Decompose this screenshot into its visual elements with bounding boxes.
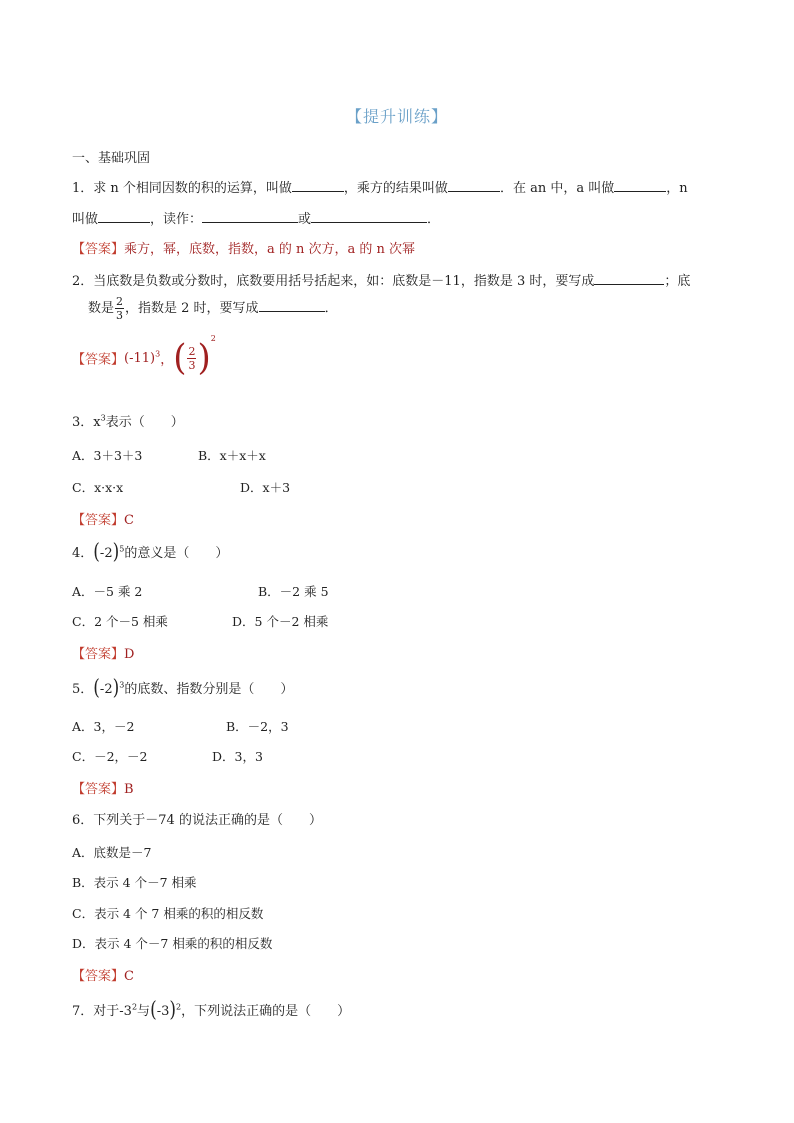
question-2-line-2: 数是 $\frac{2}{3}$ ，指数是 2 时，要写成 ． xyxy=(88,295,338,322)
question-1-line-1: 1．求 n 个相同因数的积的运算，叫做 ，乘方的结果叫做 ．在 an 中，a 叫做 ，n xyxy=(72,181,688,196)
question-5-option-d: D．3，3 xyxy=(212,749,263,764)
question-5-option-c: C．－2，－2 xyxy=(72,749,148,764)
fraction-two-thirds: $\frac{2}{3}$ xyxy=(116,295,124,322)
question-4-option-d: D．5 个－2 相乘 xyxy=(232,614,329,629)
answer-2: 【答案】$(-11)^3$，( $\frac{2}{3}$ )$^2$ xyxy=(72,334,216,379)
question-3-option-a: A．3＋3＋3 xyxy=(72,448,143,463)
question-6-option-d: D．表示 4 个－7 相乘的积的相反数 xyxy=(72,936,273,951)
page-title: 【提升训练】 xyxy=(345,107,448,126)
question-4-option-b: B．－2 乘 5 xyxy=(258,584,329,599)
section-heading: 一、基础巩固 xyxy=(72,151,151,166)
question-4: 4．$(-2)^5$的意义是（ ） xyxy=(72,539,229,565)
answer-6: 【答案】C xyxy=(72,969,134,984)
question-1-line-2: 叫做 ，读作： 或 ． xyxy=(72,212,441,227)
question-2-line-1: 2．当底数是负数或分数时，底数要用括号括起来，如：底数是－11，指数是 3 时，要写成 ；底 xyxy=(72,274,691,289)
question-4-option-c: C．2 个－5 相乘 xyxy=(72,614,168,629)
question-3-option-b: B．x＋x＋x xyxy=(198,448,266,463)
question-3-option-c: C．x·x·x xyxy=(72,480,124,495)
question-6-option-c: C．表示 4 个 7 相乘的积的相反数 xyxy=(72,906,264,921)
question-7: 7．对于$-3^2$与$(-3)^2$，下列说法正确的是（ ） xyxy=(72,997,351,1023)
question-4-option-a: A．－5 乘 2 xyxy=(72,584,143,599)
answer-3: 【答案】C xyxy=(72,513,134,528)
question-6-option-a: A．底数是－7 xyxy=(72,845,152,860)
question-3-option-d: D．x＋3 xyxy=(240,480,291,495)
question-3: 3．$x^3$表示（ ） xyxy=(72,413,184,430)
question-5-option-b: B．－2，3 xyxy=(226,719,289,734)
question-5-option-a: A．3，－2 xyxy=(72,719,135,734)
question-6: 6．下列关于－74 的说法正确的是（ ） xyxy=(72,813,322,828)
answer-4: 【答案】D xyxy=(72,647,135,662)
answer-1: 【答案】乘方，幂，底数，指数，a 的 n 次方，a 的 n 次幂 xyxy=(72,242,416,257)
answer-5: 【答案】B xyxy=(72,782,134,797)
question-6-option-b: B．表示 4 个－7 相乘 xyxy=(72,875,197,890)
question-5: 5．$(-2)^3$的底数、指数分别是（ ） xyxy=(72,675,294,701)
